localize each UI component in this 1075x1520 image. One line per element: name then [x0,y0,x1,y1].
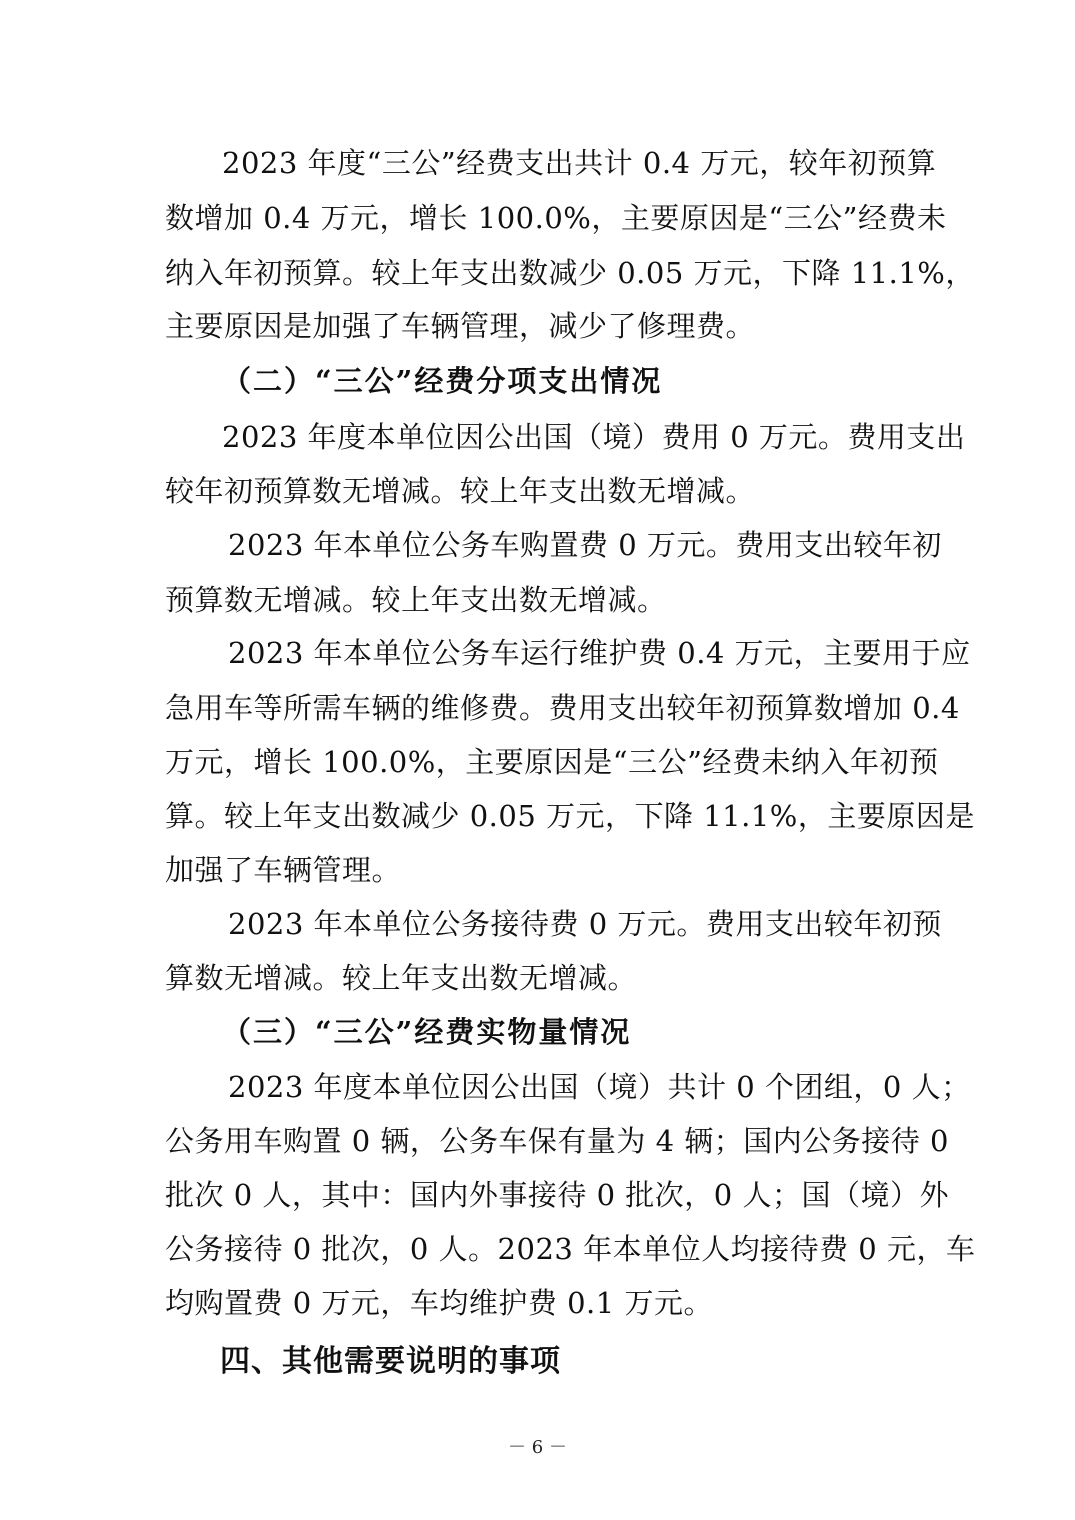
paragraph-line: 2023 年度本单位因公出国（境）费用 0 万元。费用支出 [222,420,966,454]
paragraph-line: 算数无增减。较上年支出数无增减。 [165,961,638,995]
paragraph-line: 2023 年度本单位因公出国（境）共计 0 个团组，0 人； [228,1070,971,1104]
paragraph-line: 2023 年本单位公务接待费 0 万元。费用支出较年初预 [228,907,942,941]
paragraph-line: 算。较上年支出数减少 0.05 万元，下降 11.1%，主要原因是 [165,799,975,833]
paragraph-line: 公务接待 0 批次，0 人。2023 年本单位人均接待费 0 元，车 [165,1232,976,1266]
paragraph-line: 较年初预算数无增减。较上年支出数无增减。 [165,474,756,508]
section-heading: （二）“三公”经费分项支出情况 [222,364,663,398]
paragraph-line: 主要原因是加强了车辆管理，减少了修理费。 [165,309,756,343]
paragraph-line: 2023 年本单位公务车运行维护费 0.4 万元，主要用于应 [228,636,971,670]
paragraph-line: 公务用车购置 0 辆，公务车保有量为 4 辆；国内公务接待 0 [165,1124,949,1158]
paragraph-line: 纳入年初预算。较上年支出数减少 0.05 万元，下降 11.1%， [165,256,975,290]
paragraph-line: 急用车等所需车辆的维修费。费用支出较年初预算数增加 0.4 [165,691,960,725]
paragraph-line: 批次 0 人，其中：国内外事接待 0 批次，0 人；国（境）外 [165,1178,949,1212]
paragraph-line: 2023 年度“三公”经费支出共计 0.4 万元，较年初预算 [222,146,937,180]
paragraph-line: 数增加 0.4 万元，增长 100.0%，主要原因是“三公”经费未 [165,201,947,235]
page-number: － 6 － [508,1437,567,1458]
paragraph-line: 预算数无增减。较上年支出数无增减。 [165,583,667,617]
section-heading: 四、其他需要说明的事项 [220,1344,561,1379]
paragraph-line: 万元，增长 100.0%，主要原因是“三公”经费未纳入年初预 [165,745,939,779]
paragraph-line: 均购置费 0 万元，车均维护费 0.1 万元。 [165,1286,713,1320]
paragraph-line: 2023 年本单位公务车购置费 0 万元。费用支出较年初 [228,528,942,562]
section-heading: （三）“三公”经费实物量情况 [222,1015,632,1049]
paragraph-line: 加强了车辆管理。 [165,853,402,887]
